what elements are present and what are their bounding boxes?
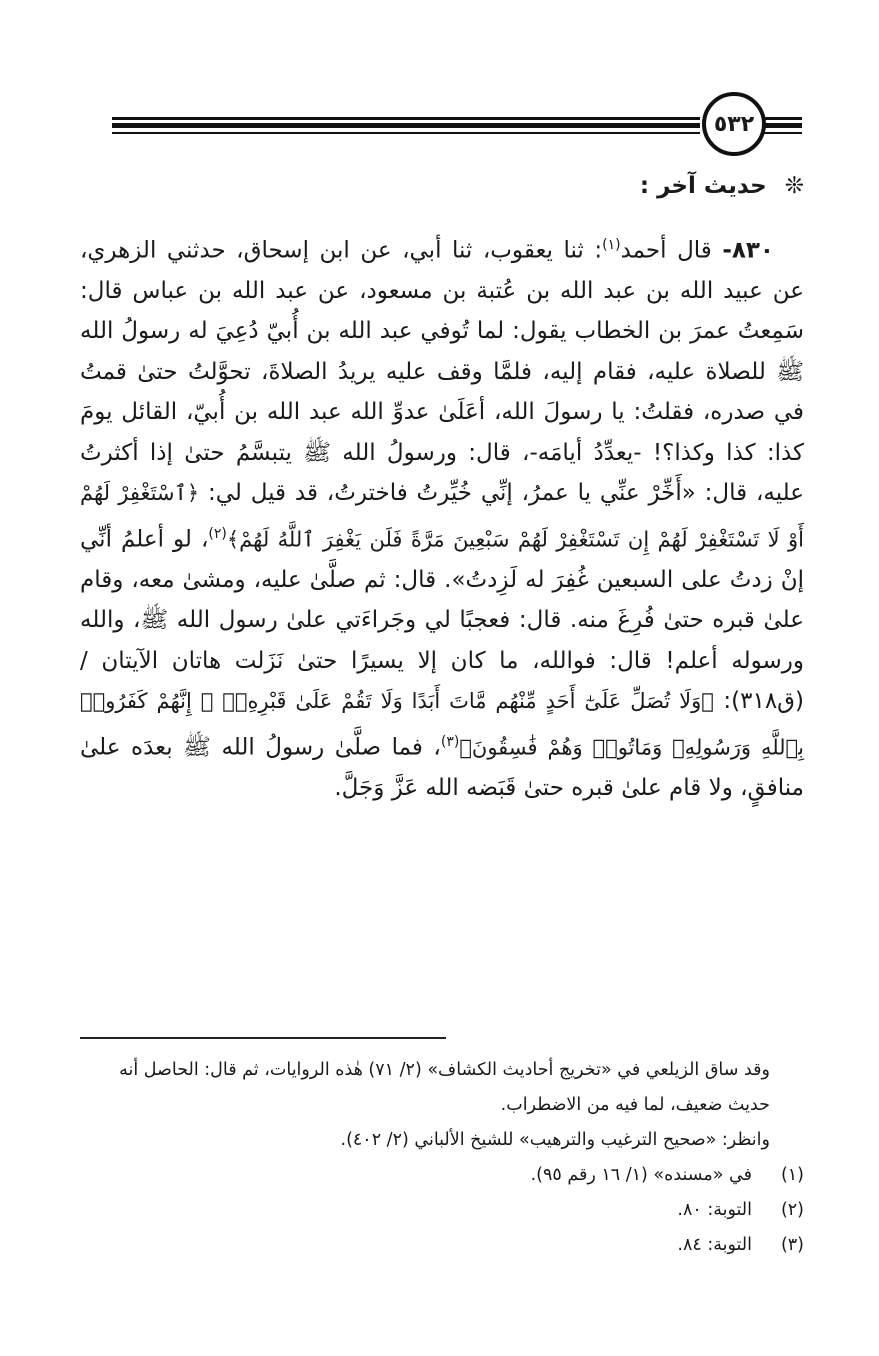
footnote-ref: (١) bbox=[602, 236, 621, 253]
footnote-number: (٢) bbox=[780, 1200, 804, 1220]
page-number: ٥٣٢ bbox=[702, 92, 766, 156]
footnote-continuation: وقد ساق الزيلعي في «تخريج أحاديث الكشاف» (٢/ ٧١) هٰذه الروايات، ثم قال: الحاصل أنه حديث ضعيف، لما فيه من الاضطراب. bbox=[119, 1060, 770, 1115]
header-rule-tail bbox=[764, 132, 802, 134]
footnote-number: (٣) bbox=[780, 1235, 804, 1255]
footnote bbox=[80, 1228, 804, 1263]
header-rule bbox=[112, 117, 700, 120]
hadith-text: ، فما صلَّىٰ رسولُ الله ﷺ بعدَه علىٰ منافقٍ، ولا قام علىٰ قبره حتىٰ قَبَضه الله عَزَّ وَجَلَّ. bbox=[80, 734, 804, 801]
hadith-text: : ثنا يعقوب، ثنا أبي، عن ابن إسحاق، حدثني الزهري، عن عبيد الله بن عبد الله بن عُتبة بن مسعود، عن عبد الله بن عباس قال: سَمِعتُ عمرَ بن الخطاب يقول: لما تُوفي عبد الله بن أُبيّ دُعِيَ له رسولُ الله ﷺ للصلاة عليه، فقام إليه، فلمَّا وقف عليه يريدُ الصلاةَ، تحوَّلتُ حتىٰ قمتُ في صدره، فقلتُ: يا رسولَ الله، أعَلَىٰ عدوِّ الله عبد الله بن أُبيّ، القائل يومَ كذا: كذا وكذا؟! -يعدِّدُ أيامَه-، قال: ورسولُ الله ﷺ يتبسَّمُ حتىٰ إذا أكثرتُ عليه، قال: «أَخِّرْ عنِّي يا عمرُ، إنِّي خُيِّرتُ فاخترتُ، قد قيل لي: bbox=[80, 237, 804, 507]
footnote bbox=[80, 1193, 804, 1228]
hadith-text: ، لو أعلمُ أنِّي إنْ زدتُ على السبعين غُفِرَ له لَزِدتُ». قال: ثم صلَّىٰ عليه، ومشىٰ معه، وقام علىٰ قبره حتىٰ فُرِغَ منه. قال: فعجبًا لي وجَراءَتي علىٰ رسول الله ﷺ، والله ورسوله أعلم! قال: فوالله، ما كان إلا يسيرًا حتىٰ نَزَلت هاتان الآيتان / (ق٣١٨): bbox=[80, 526, 804, 715]
footnote-ref: (٢) bbox=[208, 525, 227, 542]
hadith-paragraph bbox=[80, 225, 804, 809]
main-text bbox=[80, 166, 804, 808]
quran-verse: ﴿ٱسْتَغْفِرْ لَهُمْ أَوْ لَا تَسْتَغْفِرْ لَهُمْ إِن تَسْتَغْفِرْ لَهُمْ سَبْعِينَ مَرَّةً فَلَن يَغْفِرَ ٱللَّهُ لَهُمْ﴾ bbox=[80, 481, 805, 552]
header-rule bbox=[112, 123, 700, 128]
header-rule-tail bbox=[764, 123, 802, 128]
section-title: حديث آخر : bbox=[639, 173, 767, 199]
footnote-text: التوبة: ٨٤. bbox=[677, 1235, 752, 1255]
footnote-continuation: وانظر: «صحيح الترغيب والترهيب» للشيخ الألباني (٢/ ٤٠٢). bbox=[340, 1130, 770, 1150]
quran-verse: ﴿وَلَا تُصَلِّ عَلَىٰٓ أَحَدٍ مِّنْهُم مَّاتَ أَبَدًا وَلَا تَقُمْ عَلَىٰ قَبْرِهِۦٓ ۖ إِنَّهُمْ كَفَرُوا۟ بِٱللَّهِ وَرَسُولِهِۦ وَمَاتُوا۟ وَهُمْ فَٰسِقُونَ﴾ bbox=[80, 689, 804, 760]
page-header bbox=[112, 88, 802, 160]
footnote-text: التوبة: ٨٠. bbox=[677, 1200, 752, 1220]
header-rule bbox=[112, 132, 700, 134]
footnote-text: في «مسنده» (١/ ١٦ رقم ٩٥). bbox=[530, 1165, 752, 1185]
footnotes bbox=[80, 1053, 804, 1263]
star-icon: ❊ bbox=[784, 173, 804, 199]
hadith-text: قال أحمد bbox=[620, 237, 723, 264]
footnote-number: (١) bbox=[780, 1165, 804, 1185]
hadith-number: ٨٣٠- bbox=[722, 237, 774, 264]
header-rule-tail bbox=[764, 117, 802, 120]
footnote-divider bbox=[80, 1037, 446, 1039]
section-heading bbox=[80, 166, 804, 207]
footnote bbox=[80, 1158, 804, 1193]
footnote-ref: (٣) bbox=[440, 733, 460, 750]
